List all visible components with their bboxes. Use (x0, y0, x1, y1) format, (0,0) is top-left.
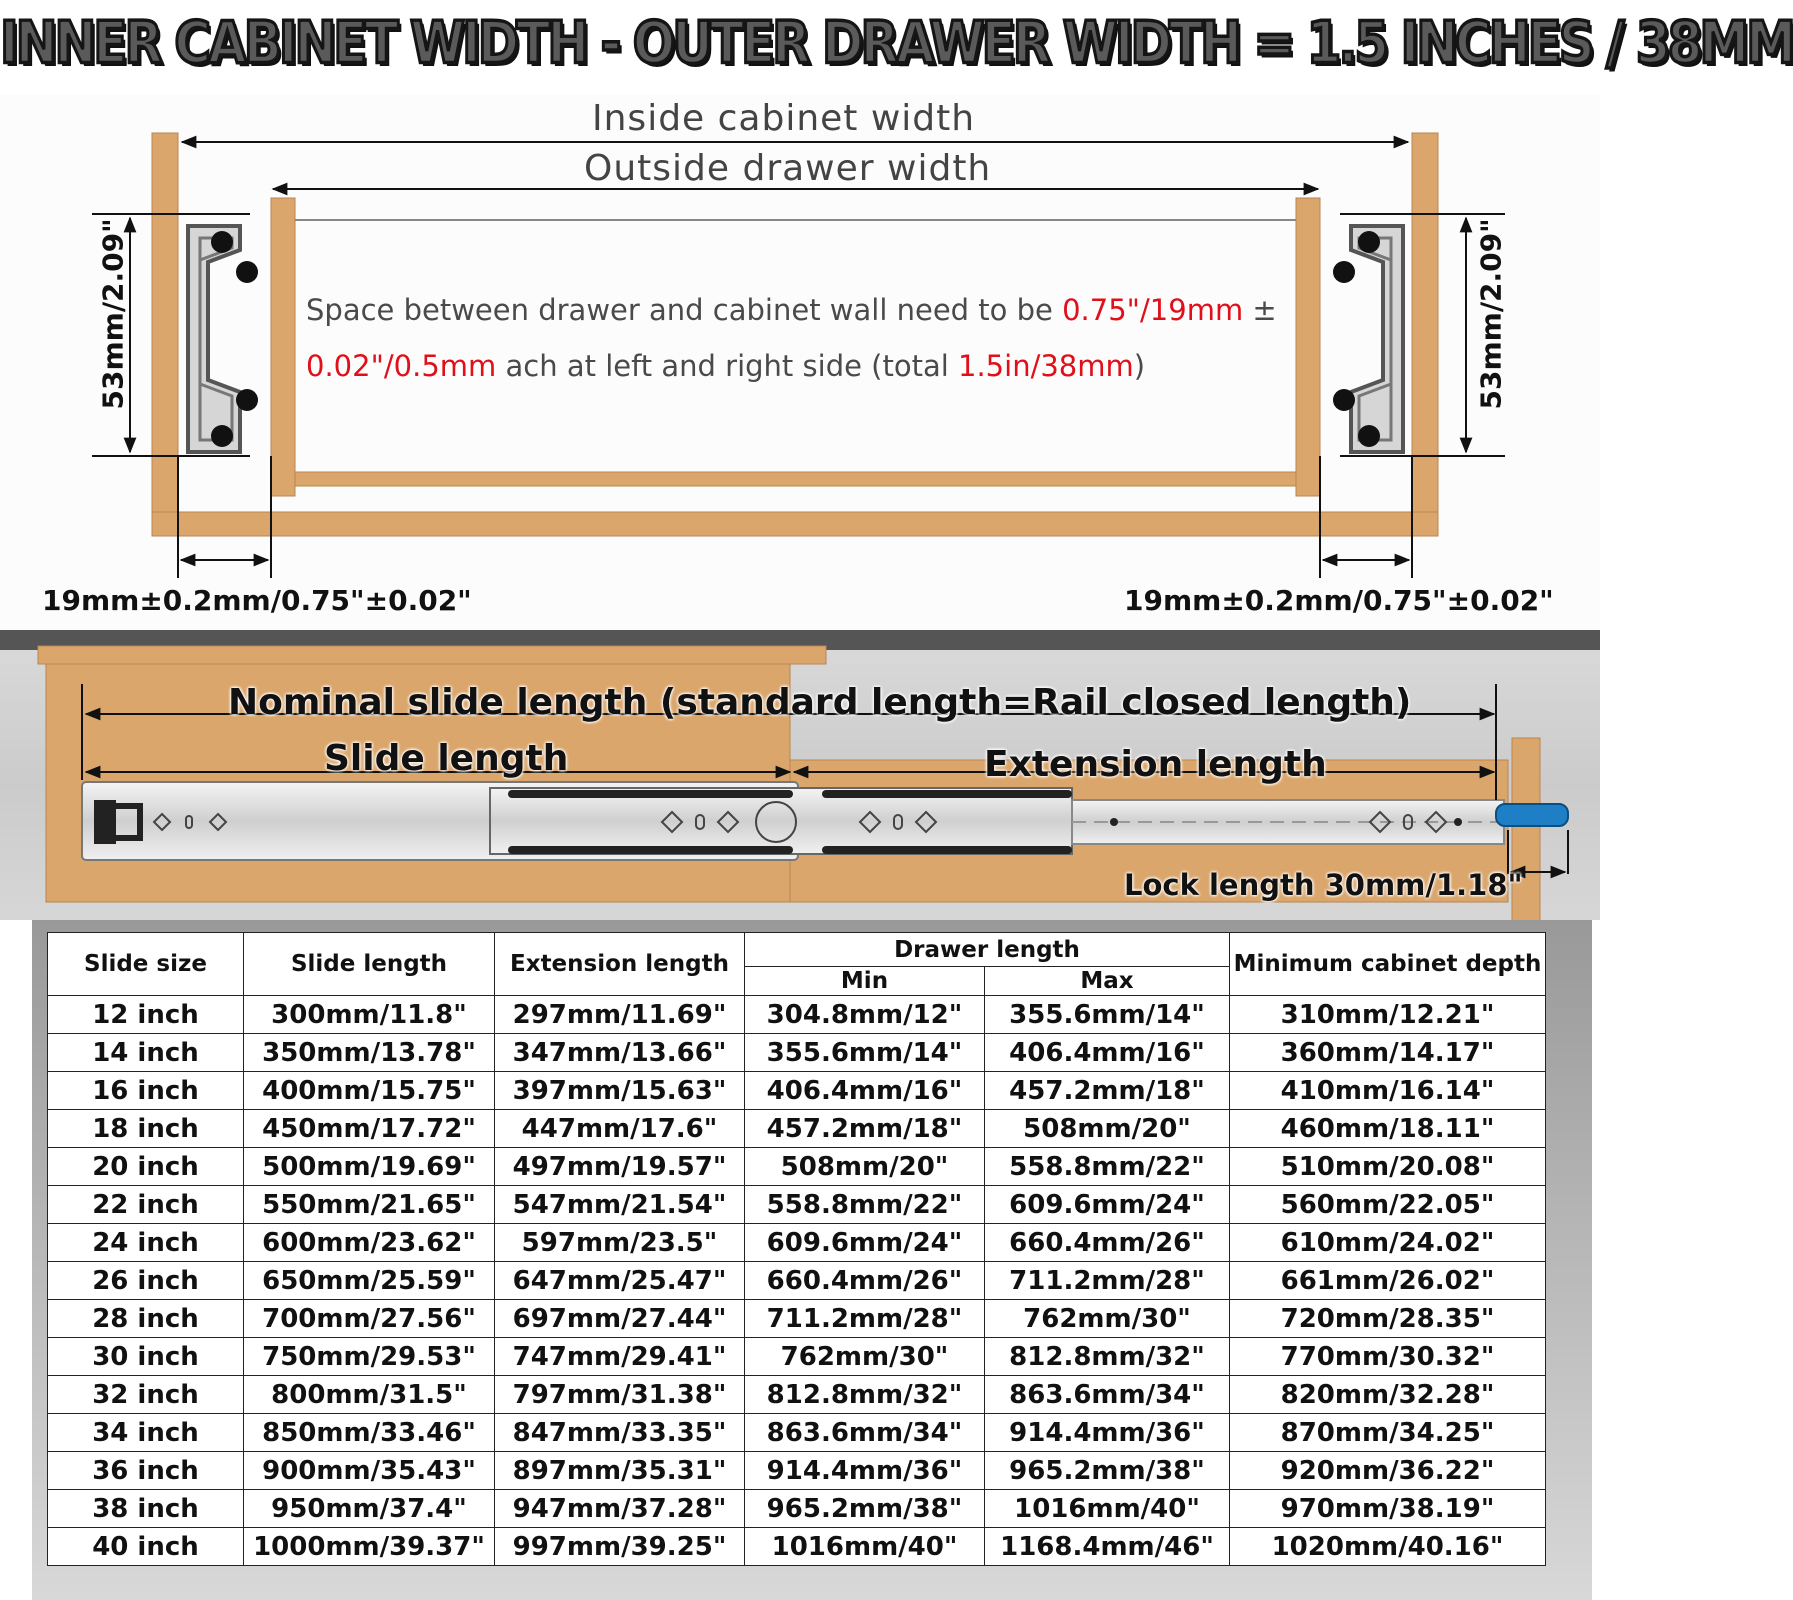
table-cell: 508mm/20" (745, 1148, 985, 1186)
outside-drawer-width-label: Outside drawer width (584, 148, 992, 189)
table-cell: 508mm/20" (985, 1110, 1230, 1148)
table-cell: 965.2mm/38" (745, 1490, 985, 1528)
table-cell: 447mm/17.6" (495, 1110, 745, 1148)
drawer-side-right (1296, 198, 1320, 496)
table-row (48, 1262, 1546, 1300)
table-row (48, 1186, 1546, 1224)
table-cell: 347mm/13.66" (495, 1034, 745, 1072)
table-cell: 26 inch (48, 1262, 244, 1300)
table-cell: 770mm/30.32" (1230, 1338, 1546, 1376)
table-cell: 1000mm/39.37" (244, 1528, 495, 1566)
table-cell: 711.2mm/28" (745, 1300, 985, 1338)
table-cell: 406.4mm/16" (745, 1072, 985, 1110)
table-cell: 36 inch (48, 1452, 244, 1490)
table-cell: 355.6mm/14" (745, 1034, 985, 1072)
header-min-cabinet-depth: Minimum cabinet depth (1230, 933, 1546, 996)
table-cell: 863.6mm/34" (985, 1376, 1230, 1414)
table-cell: 558.8mm/22" (985, 1148, 1230, 1186)
table-cell: 40 inch (48, 1528, 244, 1566)
table-cell: 870mm/34.25" (1230, 1414, 1546, 1452)
lock-length-label: Lock length 30mm/1.18" (1124, 868, 1523, 902)
table-cell: 560mm/22.05" (1230, 1186, 1546, 1224)
table-cell: 550mm/21.65" (244, 1186, 495, 1224)
table-cell: 32 inch (48, 1376, 244, 1414)
table-cell: 847mm/33.35" (495, 1414, 745, 1452)
table-cell: 460mm/18.11" (1230, 1110, 1546, 1148)
table-cell: 711.2mm/28" (985, 1262, 1230, 1300)
inside-cabinet-width-label: Inside cabinet width (592, 98, 976, 139)
table-cell: 12 inch (48, 996, 244, 1034)
table-cell: 360mm/14.17" (1230, 1034, 1546, 1072)
spacing-note: Space between drawer and cabinet wall need to be 0.75"/19mm ± 0.02"/0.5mm ach at left and right side (total 1.5in/38mm) (306, 293, 1277, 383)
table-cell: 950mm/37.4" (244, 1490, 495, 1528)
table-cell: 304.8mm/12" (745, 996, 985, 1034)
table-cell: 914.4mm/36" (745, 1452, 985, 1490)
table-row (48, 1148, 1546, 1186)
sizing-table-panel (32, 920, 1592, 1600)
table-cell: 661mm/26.02" (1230, 1262, 1546, 1300)
table-row (48, 1110, 1546, 1148)
table-row (48, 1490, 1546, 1528)
table-cell: 965.2mm/38" (985, 1452, 1230, 1490)
table-cell: 609.6mm/24" (745, 1224, 985, 1262)
table-cell: 34 inch (48, 1414, 244, 1452)
table-cell: 300mm/11.8" (244, 996, 495, 1034)
table-cell: 558.8mm/22" (745, 1186, 985, 1224)
table-cell: 18 inch (48, 1110, 244, 1148)
cabinet-wall-right (1412, 133, 1438, 535)
table-cell: 350mm/13.78" (244, 1034, 495, 1072)
table-cell: 700mm/27.56" (244, 1300, 495, 1338)
table-row (48, 1072, 1546, 1110)
drawer-bottom (295, 472, 1296, 486)
table-cell: 16 inch (48, 1072, 244, 1110)
table-cell: 497mm/19.57" (495, 1148, 745, 1186)
lever-handle (1496, 804, 1568, 826)
table-cell: 355.6mm/14" (985, 996, 1230, 1034)
table-cell: 1168.4mm/46" (985, 1528, 1230, 1566)
table-cell: 1016mm/40" (745, 1528, 985, 1566)
table-cell: 297mm/11.69" (495, 996, 745, 1034)
table-cell: 697mm/27.44" (495, 1300, 745, 1338)
table-cell: 750mm/29.53" (244, 1338, 495, 1376)
table-cell: 812.8mm/32" (745, 1376, 985, 1414)
drawer-side-left (271, 198, 295, 496)
table-cell: 609.6mm/24" (985, 1186, 1230, 1224)
table-row (48, 1338, 1546, 1376)
table-cell: 310mm/12.21" (1230, 996, 1546, 1034)
table-cell: 20 inch (48, 1148, 244, 1186)
table-cell: 660.4mm/26" (985, 1224, 1230, 1262)
table-cell: 406.4mm/16" (985, 1034, 1230, 1072)
table-cell: 30 inch (48, 1338, 244, 1376)
inner-rail (1072, 800, 1504, 844)
table-cell: 600mm/23.62" (244, 1224, 495, 1262)
header-drawer-length: Drawer length (745, 933, 1230, 967)
table-cell: 547mm/21.54" (495, 1186, 745, 1224)
sizing-table (47, 932, 1546, 1566)
table-cell: 820mm/32.28" (1230, 1376, 1546, 1414)
table-cell: 510mm/20.08" (1230, 1148, 1546, 1186)
slide-length-label: Slide length (324, 738, 569, 779)
table-cell: 897mm/35.31" (495, 1452, 745, 1490)
table-cell: 24 inch (48, 1224, 244, 1262)
height-label-left: 53mm/2.09" (96, 218, 130, 410)
table-cell: 997mm/39.25" (495, 1528, 745, 1566)
height-label-right: 53mm/2.09" (1474, 218, 1508, 410)
headline: INNER CABINET WIDTH - OUTER DRAWER WIDTH = 1.5 INCHES / 38MM (0, 9, 1793, 77)
table-cell: 660.4mm/26" (745, 1262, 985, 1300)
table-cell: 1020mm/40.16" (1230, 1528, 1546, 1566)
table-cell: 457.2mm/18" (985, 1072, 1230, 1110)
table-cell: 970mm/38.19" (1230, 1490, 1546, 1528)
nominal-length-label: Nominal slide length (standard length=Rail closed length) (228, 682, 1412, 723)
table-row (48, 1224, 1546, 1262)
table-cell: 800mm/31.5" (244, 1376, 495, 1414)
table-cell: 863.6mm/34" (745, 1414, 985, 1452)
table-row (48, 1414, 1546, 1452)
table-cell: 850mm/33.46" (244, 1414, 495, 1452)
table-cell: 647mm/25.47" (495, 1262, 745, 1300)
table-row (48, 1300, 1546, 1338)
table-row (48, 996, 1546, 1034)
header-min: Min (745, 967, 985, 996)
table-cell: 920mm/36.22" (1230, 1452, 1546, 1490)
table-cell: 914.4mm/36" (985, 1414, 1230, 1452)
table-cell: 500mm/19.69" (244, 1148, 495, 1186)
table-cell: 900mm/35.43" (244, 1452, 495, 1490)
table-cell: 38 inch (48, 1490, 244, 1528)
table-cell: 797mm/31.38" (495, 1376, 745, 1414)
table-cell: 1016mm/40" (985, 1490, 1230, 1528)
table-cell: 720mm/28.35" (1230, 1300, 1546, 1338)
header-extension-length: Extension length (495, 933, 745, 996)
extension-length-label: Extension length (984, 744, 1327, 785)
header-slide-length: Slide length (244, 933, 495, 996)
table-cell: 762mm/30" (985, 1300, 1230, 1338)
table-cell: 28 inch (48, 1300, 244, 1338)
table-cell: 450mm/17.72" (244, 1110, 495, 1148)
table-row (48, 1376, 1546, 1414)
table-cell: 812.8mm/32" (985, 1338, 1230, 1376)
cabinet-side-panel (38, 646, 826, 664)
gap-label-left: 19mm±0.2mm/0.75"±0.02" (42, 584, 472, 617)
table-row (48, 1528, 1546, 1566)
gap-label-right: 19mm±0.2mm/0.75"±0.02" (1124, 584, 1554, 617)
table-cell: 457.2mm/18" (745, 1110, 985, 1148)
table-cell: 14 inch (48, 1034, 244, 1072)
table-cell: 747mm/29.41" (495, 1338, 745, 1376)
table-cell: 597mm/23.5" (495, 1224, 745, 1262)
table-cell: 762mm/30" (745, 1338, 985, 1376)
table-cell: 397mm/15.63" (495, 1072, 745, 1110)
table-cell: 650mm/25.59" (244, 1262, 495, 1300)
table-cell: 610mm/24.02" (1230, 1224, 1546, 1262)
table-row (48, 1034, 1546, 1072)
cabinet-bottom (152, 512, 1438, 536)
table-cell: 400mm/15.75" (244, 1072, 495, 1110)
header-max: Max (985, 967, 1230, 996)
table-cell: 410mm/16.14" (1230, 1072, 1546, 1110)
table-row (48, 1452, 1546, 1490)
header-slide-size: Slide size (48, 933, 244, 996)
table-cell: 947mm/37.28" (495, 1490, 745, 1528)
table-cell: 22 inch (48, 1186, 244, 1224)
cabinet-wall-left (152, 133, 178, 535)
